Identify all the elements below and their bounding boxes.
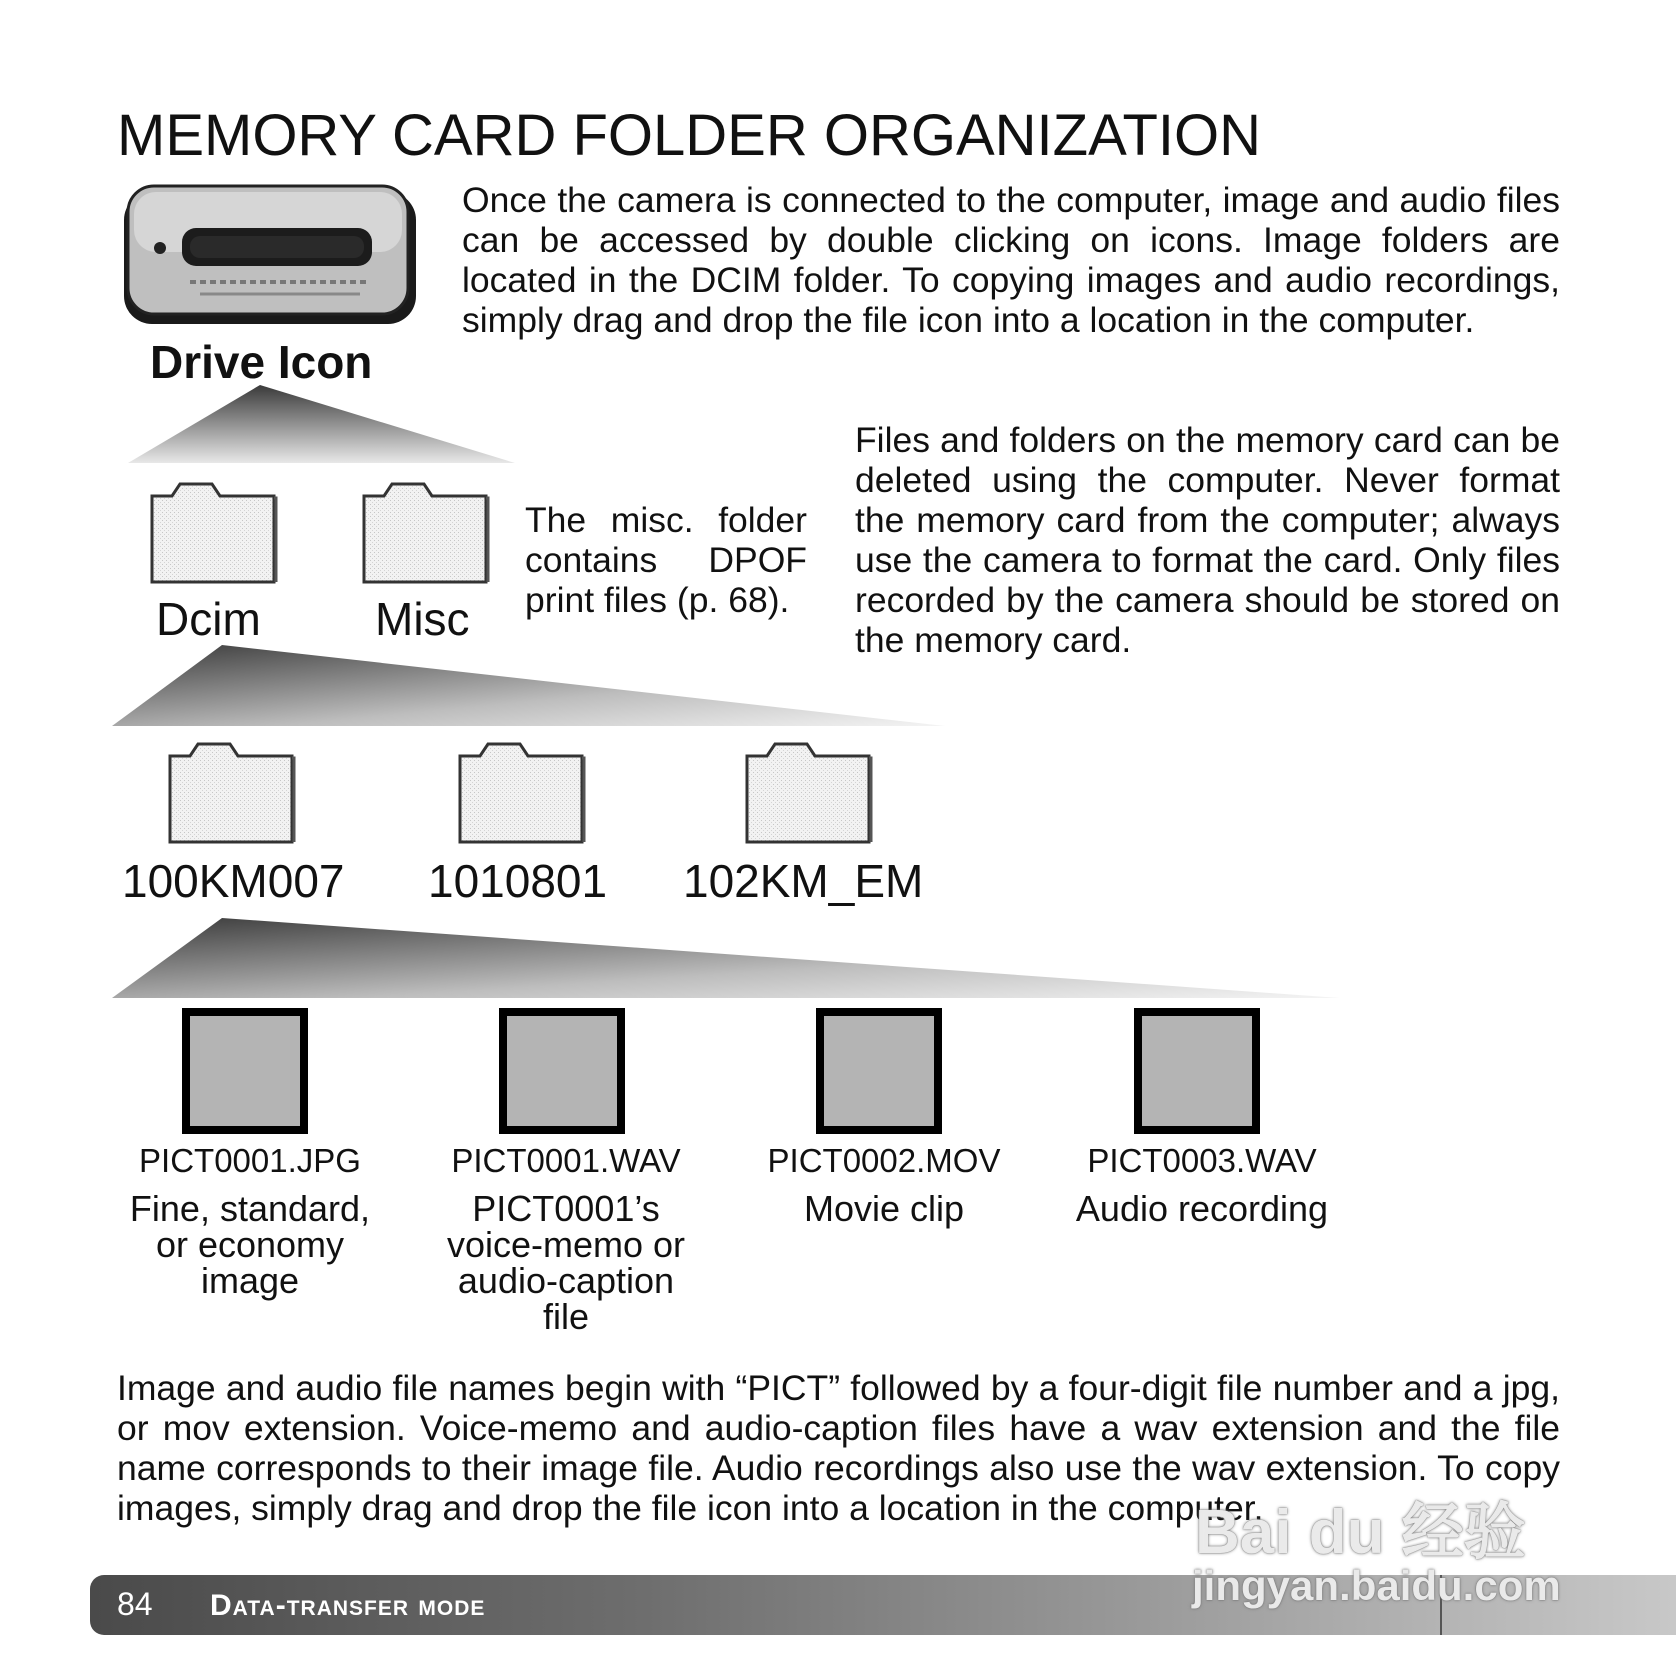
drive-icon-label: Drive Icon <box>150 336 373 388</box>
folder-misc-icon[interactable] <box>362 476 490 584</box>
file-pict0001-jpg-name: PICT0001.JPG <box>139 1142 361 1179</box>
page-number: 84 <box>117 1586 153 1622</box>
folder-1010801-icon[interactable] <box>458 736 586 844</box>
folder-100km007-icon[interactable] <box>168 736 296 844</box>
folder-100km007-label: 100KM007 <box>122 855 345 907</box>
watermark-url: jingyan.baidu.com <box>1192 1562 1561 1609</box>
folder-102km-em-icon[interactable] <box>745 736 873 844</box>
folder-dcim-label: Dcim <box>156 593 261 645</box>
file-pict0003-wav-icon[interactable] <box>1134 1008 1260 1134</box>
intro-paragraph: Once the camera is connected to the computer, image and audio files can be accessed by double clicking on icons. Image folders are located in the DCIM folder. To copying images and audio recordings, simply drag and drop the file icon into a location in the computer. <box>462 180 1560 340</box>
folder-misc-label: Misc <box>375 593 470 645</box>
file-pict0001-jpg-icon[interactable] <box>182 1008 308 1134</box>
file-pict0003-wav-desc: Audio recording <box>1075 1188 1329 1229</box>
folder-dcim-icon[interactable] <box>150 476 278 584</box>
file-pict0003-wav-name: PICT0003.WAV <box>1087 1142 1317 1179</box>
folder-1010801-label: 1010801 <box>428 855 608 907</box>
folder-102km-em-label: 102KM_EM <box>683 855 924 907</box>
connector-drive-to-folders <box>128 385 515 463</box>
page-title: MEMORY CARD FOLDER ORGANIZATION <box>117 103 1261 168</box>
connector-subfolder-to-files <box>112 918 1340 998</box>
watermark-brand: Bai du 经验 <box>1195 1498 1526 1567</box>
file-pict0001-jpg-desc: Fine, standard, or economy image <box>129 1188 371 1301</box>
delete-warning-paragraph: Files and folders on the memory card can be deleted using the computer. Never format the memory card from the computer; always use the camera to format the card. Only files recorded by the camera should be stored on the memory card. <box>855 420 1560 660</box>
connector-dcim-to-subfolders <box>112 645 945 726</box>
drive-icon <box>120 182 420 330</box>
section-title: Data-transfer mode <box>210 1589 486 1622</box>
file-pict0001-wav-icon[interactable] <box>499 1008 625 1134</box>
file-pict0002-mov-name: PICT0002.MOV <box>767 1142 1001 1179</box>
file-naming-paragraph: Image and audio file names begin with “PICT” followed by a four-digit file number and a jpg, or mov extension. Voice-memo and audio-caption files have a wav extension and the file name corresponds to their image file. Audio recordings also use the wav extension. To copy images, simply drag and drop the file icon into a location in the computer. <box>117 1368 1560 1528</box>
file-pict0001-wav-desc: PICT0001’s voice-memo or audio-caption file <box>446 1188 686 1337</box>
misc-folder-note: The misc. folder contains DPOF print files (p. 68). <box>525 500 807 620</box>
file-pict0002-mov-icon[interactable] <box>816 1008 942 1134</box>
file-pict0001-wav-name: PICT0001.WAV <box>451 1142 681 1179</box>
file-pict0002-mov-desc: Movie clip <box>803 1188 965 1229</box>
